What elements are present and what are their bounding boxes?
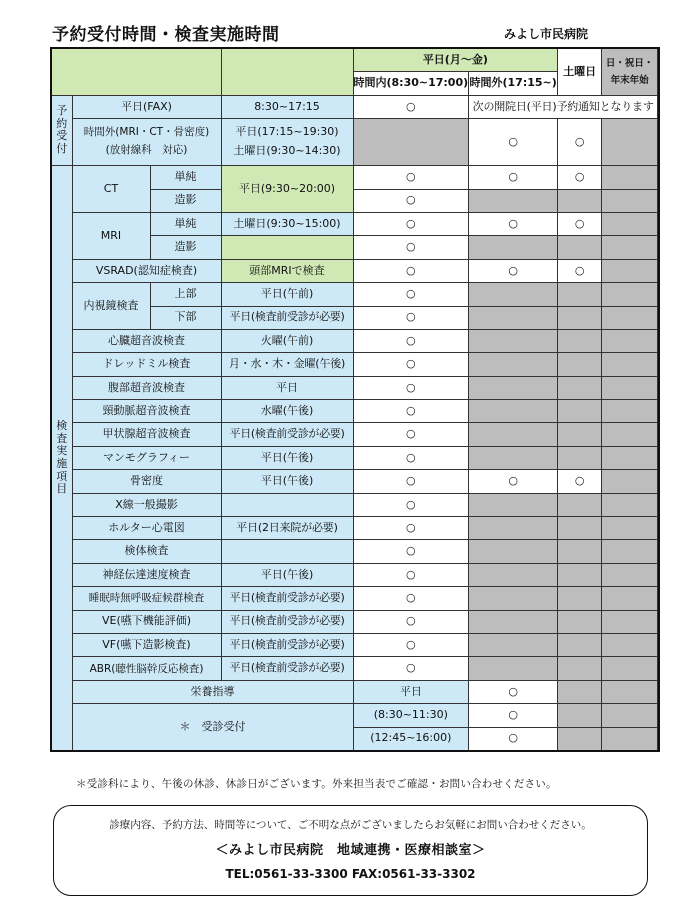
header-blank [51, 48, 221, 95]
mark-weekday-in: ○ [353, 446, 469, 469]
mark-holiday [602, 306, 658, 329]
row-label: ドレッドミル検査 [72, 353, 221, 376]
saturday-header: 土曜日 [558, 48, 602, 95]
row-time [221, 540, 353, 563]
mark-saturday: ○ [558, 212, 602, 235]
row-label: 栄養指導 [72, 680, 353, 703]
mark-holiday [602, 587, 658, 610]
mark-saturday [558, 657, 602, 680]
mark-saturday [558, 283, 602, 306]
row-time: 平日(午前) [221, 283, 353, 306]
mark-holiday [602, 400, 658, 423]
plain-label: 単純 [150, 166, 221, 189]
mark-holiday [658, 727, 660, 751]
row-label: ABR(聴性脳幹反応検査) [72, 657, 221, 680]
mark-weekday-in: ○ [353, 610, 469, 633]
mark-saturday [558, 400, 602, 423]
mark-holiday [658, 704, 660, 727]
lower-label: 下部 [150, 306, 221, 329]
mark-weekday-out: ○ [469, 119, 558, 166]
mark-weekday-out [558, 704, 602, 727]
table-row [51, 540, 659, 563]
table-row [51, 329, 659, 352]
row-label: ホルター心電図 [72, 517, 221, 540]
table-row [51, 353, 659, 376]
mark-weekday-out [469, 283, 558, 306]
row-time: 頭部MRIで検査 [221, 259, 353, 282]
mark-saturday [602, 727, 658, 751]
mark-saturday [558, 633, 602, 656]
mark-weekday-in: ○ [353, 212, 469, 235]
mark-saturday [558, 306, 602, 329]
mark-saturday: ○ [558, 119, 602, 166]
table-row [51, 423, 659, 446]
row-label: 睡眠時無呼吸症候群検査 [72, 587, 221, 610]
mark-saturday [558, 353, 602, 376]
table-row [51, 446, 659, 469]
mark-saturday: ○ [558, 166, 602, 189]
mark-weekday-in: ○ [353, 95, 469, 118]
table-row [51, 493, 659, 516]
fax-next-day-note: 次の開院日(平日)予約通知となります [469, 95, 658, 118]
mark-holiday [602, 540, 658, 563]
mark-holiday [602, 633, 658, 656]
schedule-table [50, 47, 660, 752]
mark-weekday-in: ○ [353, 563, 469, 586]
row-label: VF(嚥下造影検査) [72, 633, 221, 656]
mri-label: MRI [72, 212, 150, 259]
row-time: 平日 [221, 376, 353, 399]
mark-holiday [602, 376, 658, 399]
mark-weekday-out [469, 446, 558, 469]
mark-weekday-in: ○ [353, 376, 469, 399]
table-row [51, 212, 659, 235]
table-row [51, 610, 659, 633]
mark-weekday-in: ○ [353, 353, 469, 376]
row-time: 平日(検査前受診が必要) [221, 657, 353, 680]
exam-group-label: 検 査 実 施 項 目 [51, 166, 72, 751]
mark-saturday [558, 446, 602, 469]
table-row [51, 400, 659, 423]
mark-weekday-out [469, 236, 558, 259]
contrast-label: 造影 [150, 236, 221, 259]
mark-weekday-out [469, 657, 558, 680]
row-label: X線一般撮影 [72, 493, 221, 516]
upper-label: 上部 [150, 283, 221, 306]
mark-weekday-in: ○ [353, 400, 469, 423]
mark-saturday: ○ [558, 470, 602, 493]
row-label: マンモグラフィー [72, 446, 221, 469]
row-label: 甲状腺超音波検査 [72, 423, 221, 446]
row-label: 時間外(MRI・CT・骨密度) (放射線科 対応) [72, 119, 221, 166]
mark-weekday-in: ○ [353, 540, 469, 563]
hospital-name: みよし市民病院 [504, 27, 589, 41]
mark-weekday-in: ○ [353, 517, 469, 540]
row-time: 平日(検査前受診が必要) [221, 587, 353, 610]
table-row [51, 517, 659, 540]
row-time: 8:30~17:15 [221, 95, 353, 118]
mark-weekday-out [558, 680, 602, 703]
mark-holiday [602, 189, 658, 212]
row-label: 検体検査 [72, 540, 221, 563]
contrast-label: 造影 [150, 189, 221, 212]
row-label: 心臓超音波検査 [72, 329, 221, 352]
mark-holiday [658, 680, 660, 703]
mark-saturday [558, 493, 602, 516]
mark-weekday-out [469, 493, 558, 516]
row-time: 平日(検査前受診が必要) [221, 423, 353, 446]
mark-weekday-in: ○ [353, 493, 469, 516]
mark-weekday-in: ○ [353, 283, 469, 306]
mark-weekday-out [469, 587, 558, 610]
mark-saturday [602, 704, 658, 727]
row-time: 平日(午後) [221, 563, 353, 586]
mark-weekday-in: ○ [353, 587, 469, 610]
mark-holiday [602, 119, 658, 166]
mark-holiday [602, 610, 658, 633]
mark-weekday-in: ○ [353, 189, 469, 212]
row-time: 平日(検査前受診が必要) [221, 610, 353, 633]
table-row [51, 657, 659, 680]
weekday-header: 平日(月～金) [353, 48, 558, 72]
header-row [51, 48, 659, 72]
row-time: 平日(検査前受診が必要) [221, 306, 353, 329]
mark-holiday [602, 236, 658, 259]
mark-weekday-out [469, 353, 558, 376]
mark-saturday [558, 423, 602, 446]
mark-saturday [558, 376, 602, 399]
ct-label: CT [72, 166, 150, 213]
reception-label: ＊ 受診受付 [72, 704, 353, 751]
mark-weekday-out [469, 633, 558, 656]
mark-holiday [602, 493, 658, 516]
row-label: 神経伝達速度検査 [72, 563, 221, 586]
mark-weekday-in: ○ [353, 633, 469, 656]
mark-weekday-out [469, 423, 558, 446]
row-time: (12:45~16:00) [353, 727, 469, 751]
mark-weekday-in: ○ [353, 306, 469, 329]
mark-holiday [602, 563, 658, 586]
mark-saturday [602, 680, 658, 703]
mark-weekday-in: ○ [353, 470, 469, 493]
mark-weekday-in: ○ [353, 166, 469, 189]
mark-weekday-out [469, 306, 558, 329]
mark-holiday [602, 329, 658, 352]
mark-weekday-out [469, 610, 558, 633]
mark-holiday [602, 166, 658, 189]
mark-weekday-out [558, 727, 602, 751]
mark-weekday-out [469, 400, 558, 423]
mark-weekday-out [469, 376, 558, 399]
row-time: 水曜(午後) [221, 400, 353, 423]
mri-contrast-time [221, 236, 353, 259]
endoscopy-label: 内視鏡検査 [72, 283, 150, 330]
table-row [51, 376, 659, 399]
mark-weekday-in: ○ [469, 727, 558, 751]
header-blank-time [221, 48, 353, 95]
contact-box [53, 805, 648, 896]
mark-saturday [558, 236, 602, 259]
weekday-in-header: 時間内(8:30~17:00) [353, 72, 469, 95]
mark-weekday-in: ○ [353, 259, 469, 282]
row-label: VSRAD(認知症検査) [72, 259, 221, 282]
row-time: (8:30~11:30) [353, 704, 469, 727]
footnote: ＊受診科により、午後の休診、休診日がございます。外来担当表でご確認・お問い合わせください。 [76, 778, 557, 790]
holiday-header: 日・祝日・ 年末年始 [602, 48, 658, 95]
mark-holiday [602, 353, 658, 376]
table-row [51, 166, 659, 189]
mark-saturday [558, 587, 602, 610]
row-label: 骨密度 [72, 470, 221, 493]
table-row [51, 95, 659, 118]
row-time: 平日(2日来院が必要) [221, 517, 353, 540]
mark-saturday: ○ [558, 259, 602, 282]
mark-weekday-out: ○ [469, 259, 558, 282]
mark-saturday [558, 540, 602, 563]
mark-weekday-in: ○ [469, 704, 558, 727]
row-time: 平日(午後) [221, 470, 353, 493]
mark-weekday-in: ○ [353, 423, 469, 446]
table-row [51, 563, 659, 586]
mark-saturday [558, 517, 602, 540]
mark-weekday-in: ○ [353, 236, 469, 259]
row-label: 平日(FAX) [72, 95, 221, 118]
mark-holiday [602, 517, 658, 540]
mark-weekday-in: ○ [353, 329, 469, 352]
table-row [51, 680, 659, 703]
row-time: 平日(検査前受診が必要) [221, 633, 353, 656]
mark-holiday [602, 259, 658, 282]
mark-holiday [602, 283, 658, 306]
mark-holiday [602, 657, 658, 680]
mark-holiday [602, 446, 658, 469]
row-label: 頸動脈超音波検査 [72, 400, 221, 423]
mark-weekday-out [469, 563, 558, 586]
mark-saturday [558, 610, 602, 633]
row-time: 平日(17:15~19:30) 土曜日(9:30~14:30) [221, 119, 353, 166]
row-label: 腹部超音波検査 [72, 376, 221, 399]
mark-weekday-out [469, 329, 558, 352]
weekday-out-header: 時間外(17:15~) [469, 72, 558, 95]
mark-holiday [602, 470, 658, 493]
mark-weekday-out: ○ [469, 470, 558, 493]
ct-time: 平日(9:30~20:00) [221, 166, 353, 213]
table-row [51, 119, 659, 166]
row-time: 平日(午後) [221, 446, 353, 469]
table-row [51, 470, 659, 493]
booking-group-label: 予 約 受 付 [51, 95, 72, 165]
row-time: 月・水・木・金曜(午後) [221, 353, 353, 376]
row-time [221, 493, 353, 516]
contact-message: 診療内容、予約方法、時間等について、ご不明な点がございましたらお気軽にお問い合わせください。 [109, 819, 592, 831]
mark-weekday-in: ○ [353, 657, 469, 680]
mark-weekday-out [469, 189, 558, 212]
mark-holiday [602, 423, 658, 446]
page-title: 予約受付時間・検査実施時間 [52, 25, 280, 45]
table-row [51, 633, 659, 656]
contact-department: ＜みよし市民病院 地域連携・医療相談室＞ [215, 843, 486, 858]
mark-weekday-out: ○ [469, 212, 558, 235]
plain-label: 単純 [150, 212, 221, 235]
row-time: 平日 [353, 680, 469, 703]
mark-saturday [558, 563, 602, 586]
row-time: 火曜(午前) [221, 329, 353, 352]
row-label: VE(嚥下機能評価) [72, 610, 221, 633]
table-row [51, 259, 659, 282]
table-row [51, 283, 659, 306]
mark-weekday-out [469, 517, 558, 540]
table-row [51, 587, 659, 610]
table-row [51, 704, 659, 727]
mark-saturday [558, 189, 602, 212]
mark-weekday-out [469, 540, 558, 563]
mark-weekday-in [353, 119, 469, 166]
mark-weekday-in: ○ [469, 680, 558, 703]
mri-time: 土曜日(9:30~15:00) [221, 212, 353, 235]
mark-holiday [602, 212, 658, 235]
mark-weekday-out: ○ [469, 166, 558, 189]
mark-saturday [558, 329, 602, 352]
contact-phone-fax: TEL:0561-33-3300 FAX:0561-33-3302 [225, 867, 476, 881]
